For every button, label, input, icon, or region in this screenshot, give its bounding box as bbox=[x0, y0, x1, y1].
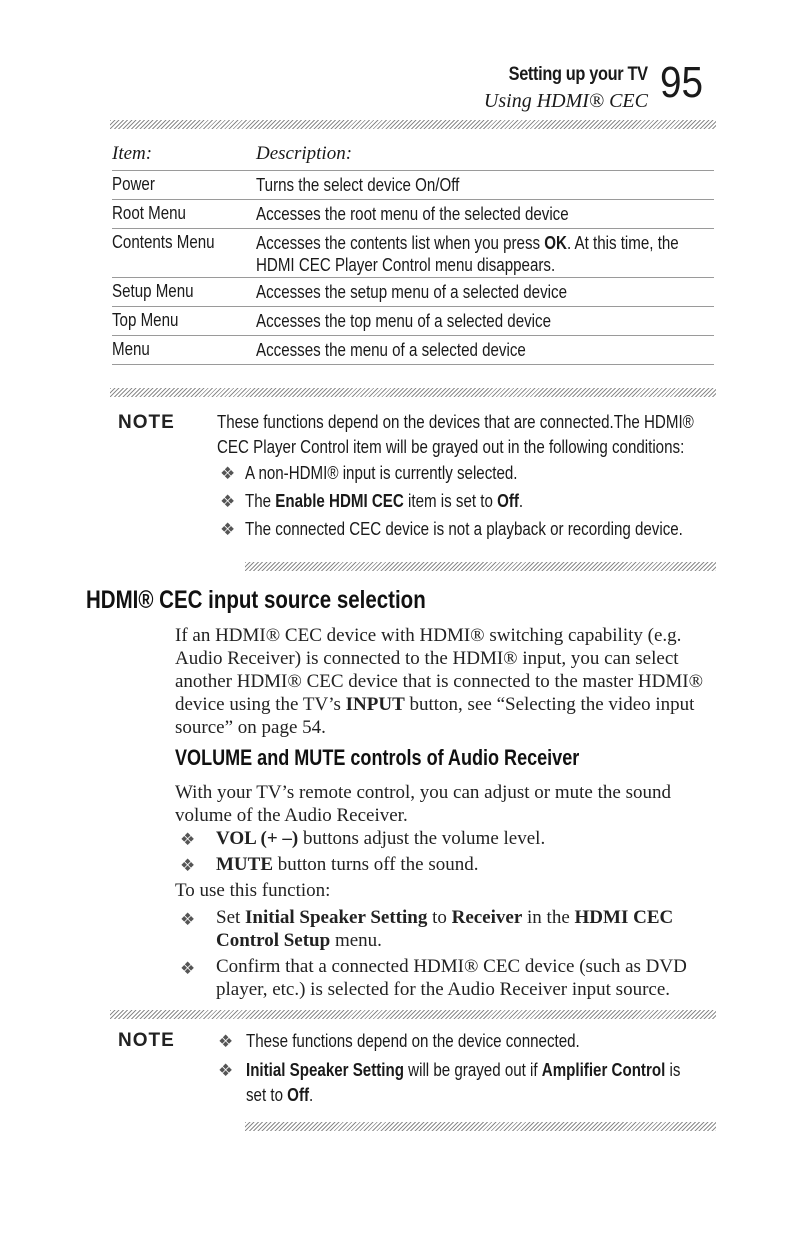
diamond-bullet-icon: ❖ bbox=[218, 1032, 234, 1051]
off-label: Off bbox=[287, 1085, 310, 1105]
table-header-row bbox=[112, 140, 714, 171]
section-paragraph: With your TV’s remote control, you can adjust or mute the sound volume of the Audio Receiver. bbox=[175, 782, 671, 826]
note-label: NOTE bbox=[118, 412, 175, 433]
note-label: NOTE bbox=[118, 1030, 175, 1051]
diamond-bullet-icon: ❖ bbox=[180, 856, 196, 875]
text: If an HDMI® CEC device with HDMI® switching capability (e.g. Audio Receiver) is connected to the HDMI® input, you can select another HDMI® CEC device that is connected to the master HDMI® device using the TV’s bbox=[175, 625, 704, 715]
table-cell-item: Menu bbox=[112, 339, 150, 359]
note-bullet-text: These functions depend on the device connected. bbox=[246, 1031, 580, 1051]
setting-name: Initial Speaker Setting bbox=[245, 907, 428, 928]
diamond-bullet-icon: ❖ bbox=[180, 830, 196, 849]
table-cell-item: Contents Menu bbox=[112, 232, 215, 252]
note-bullet-text bbox=[245, 489, 523, 514]
table-cell-description: Accesses the root menu of the selected device bbox=[256, 204, 569, 224]
text: button, see “Selecting the video input source” on page 54. bbox=[175, 694, 695, 738]
text: Set bbox=[216, 907, 246, 928]
table-row bbox=[112, 336, 714, 365]
note-divider-bottom bbox=[245, 562, 716, 571]
paragraph-text: To use this function: bbox=[175, 880, 331, 901]
note-text-line: CEC Player Control item will be grayed out in the following conditions: bbox=[217, 437, 685, 457]
bullet-text bbox=[216, 827, 716, 850]
mute-button-label: MUTE bbox=[216, 854, 273, 875]
bullet-text bbox=[216, 906, 711, 952]
diamond-bullet-icon: ❖ bbox=[220, 464, 236, 483]
diamond-bullet-icon: ❖ bbox=[220, 492, 236, 511]
vol-button-label: VOL (+ –) bbox=[216, 828, 299, 849]
off-label: Off bbox=[497, 491, 519, 511]
diamond-bullet-icon: ❖ bbox=[180, 910, 196, 929]
input-button-label: INPUT bbox=[345, 694, 405, 715]
table-row bbox=[112, 171, 714, 200]
table-cell-item: Setup Menu bbox=[112, 281, 194, 301]
function-table bbox=[112, 140, 714, 365]
header-section-title: Setting up your TV bbox=[508, 64, 648, 85]
table-row bbox=[112, 307, 714, 336]
text: will be grayed out if bbox=[403, 1060, 542, 1080]
bullet-text bbox=[216, 853, 716, 876]
table-cell-description: Turns the select device On/Off bbox=[256, 175, 460, 195]
note-bullet-text: The connected CEC device is not a playback or recording device. bbox=[245, 519, 683, 539]
page-number: 95 bbox=[660, 58, 704, 107]
note-text-line: These functions depend on the devices that are connected.The HDMI® bbox=[217, 412, 694, 432]
text: set to bbox=[246, 1085, 288, 1105]
note-bullet-text: A non-HDMI® input is currently selected. bbox=[245, 463, 518, 483]
diamond-bullet-icon: ❖ bbox=[218, 1061, 234, 1080]
desc-text: Accesses the contents list when you press bbox=[256, 233, 545, 253]
note-divider-top bbox=[110, 1010, 716, 1019]
note-bullet-text bbox=[246, 1058, 680, 1083]
text: button turns off the sound. bbox=[273, 854, 479, 875]
ok-key-label: OK bbox=[544, 233, 567, 253]
setting-name: Initial Speaker Setting bbox=[246, 1060, 404, 1080]
table-cell-description: Accesses the menu of a selected device bbox=[256, 340, 526, 360]
table-cell-description: Accesses the top menu of a selected device bbox=[256, 311, 552, 331]
table-row bbox=[112, 200, 714, 229]
diamond-bullet-icon: ❖ bbox=[180, 959, 196, 978]
text: The bbox=[245, 491, 276, 511]
header-subsection-title: Using HDMI® CEC bbox=[483, 90, 648, 112]
text: in the bbox=[522, 907, 575, 928]
desc-text: . At this time, the HDMI CEC Player Control menu disappears. bbox=[256, 233, 679, 275]
text: . bbox=[309, 1085, 314, 1105]
table-head-description: Description: bbox=[256, 143, 353, 164]
bullet-text: Confirm that a connected HDMI® CEC device (such as DVD player, etc.) is selected for the Audio Receiver input source. bbox=[216, 956, 687, 1000]
subsection-heading: VOLUME and MUTE controls of Audio Receiver bbox=[175, 745, 580, 770]
note-divider-bottom bbox=[245, 1122, 716, 1131]
table-cell-item: Power bbox=[112, 174, 155, 194]
table-cell-description: Accesses the setup menu of a selected device bbox=[256, 282, 567, 302]
note-divider-top bbox=[110, 388, 716, 397]
note-bullet-text bbox=[246, 1083, 313, 1108]
setting-value: Receiver bbox=[451, 907, 523, 928]
header-divider bbox=[110, 120, 716, 129]
text: to bbox=[427, 907, 452, 928]
text: is bbox=[665, 1060, 681, 1080]
table-row bbox=[112, 229, 714, 278]
table-row bbox=[112, 278, 714, 307]
text: . bbox=[518, 491, 524, 511]
diamond-bullet-icon: ❖ bbox=[220, 520, 236, 539]
section-heading: HDMI® CEC input source selection bbox=[86, 586, 426, 614]
setting-name: Amplifier Control bbox=[541, 1060, 666, 1080]
table-cell-item: Top Menu bbox=[112, 310, 179, 330]
text: buttons adjust the volume level. bbox=[298, 828, 546, 849]
table-cell-item: Root Menu bbox=[112, 203, 186, 223]
enable-hdmi-cec-label: Enable HDMI CEC bbox=[275, 491, 404, 511]
text: menu. bbox=[330, 930, 382, 951]
text: item is set to bbox=[403, 491, 498, 511]
table-cell-description bbox=[256, 232, 716, 276]
section-paragraph bbox=[175, 624, 720, 739]
table-head-item: Item: bbox=[112, 143, 153, 164]
menu-name: HDMI CEC Control Setup bbox=[216, 907, 674, 951]
